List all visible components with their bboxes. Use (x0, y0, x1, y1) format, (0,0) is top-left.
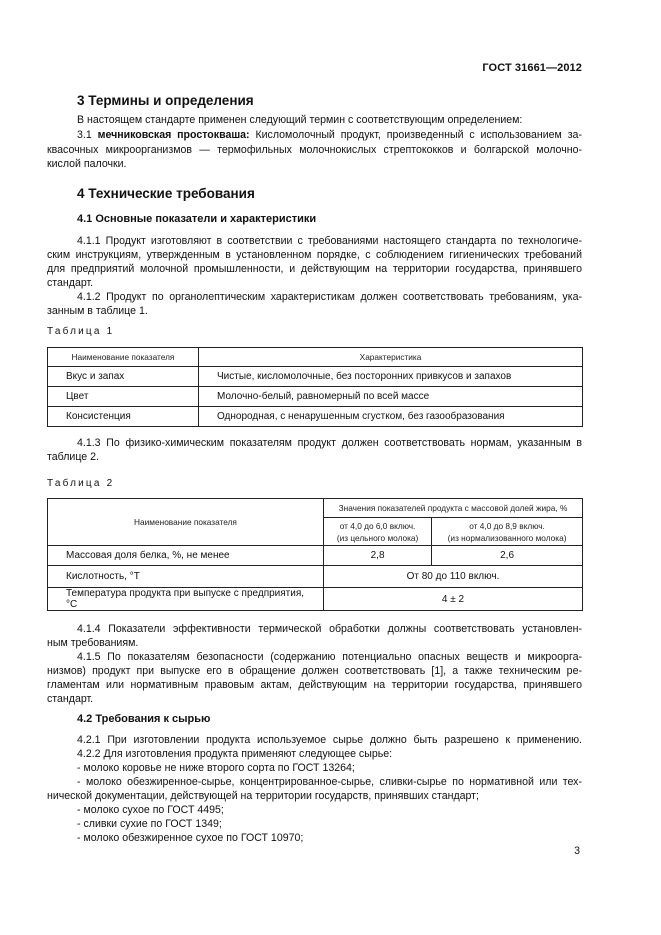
term-definition-line2: квасочных микроорганизмов — термофильных молочнокислых стрептококков и болгарской молочно- (47, 144, 582, 156)
table-2-header-group: Значения показателей продукта с массовой долей жира, % (324, 499, 583, 518)
section-4-title: 4 Технические требования (77, 186, 255, 201)
term-definition-line1 (47, 128, 582, 143)
p411-line: стандарт. (47, 277, 94, 289)
table-row (48, 387, 583, 407)
section-3-intro: В настоящем стандарте применен следующий термин с соответствующим определением: (77, 114, 523, 126)
list-item: - молоко обезжиренное-сырье, концентрированное-сырье, сливки-сырье по нормативной или тех- (77, 776, 582, 788)
list-item: - молоко коровье не ниже второго сорта по ГОСТ 13264; (77, 762, 355, 774)
table-row (48, 566, 583, 588)
p412-line: занным в таблице 1. (47, 305, 148, 317)
table-2-header-name: Наименование показателя (48, 499, 324, 546)
subsection-4-2-title: 4.2 Требования к сырью (77, 713, 211, 725)
table-cell: Температура продукта при выпуске с предприятия, °С (48, 588, 324, 611)
term-definition-line3: кислой палочки. (47, 158, 127, 170)
page-number: 3 (574, 845, 580, 857)
table-cell: Цвет (48, 387, 199, 407)
table-row (48, 407, 583, 427)
table-1-header-characteristic: Характеристика (199, 348, 583, 367)
subheader-line: (из цельного молока) (336, 532, 419, 543)
table-cell: 2,8 (324, 546, 432, 566)
table-2-caption: Таблица 2 (47, 478, 115, 489)
table-cell: Молочно-белый, равномерный по всей массе (199, 387, 583, 407)
p414-line: 4.1.4 Показатели эффективности термической обработки должны соответствовать установлен- (77, 623, 582, 635)
table-1-header-name: Наименование показателя (48, 348, 199, 367)
table-cell: Вкус и запах (48, 367, 199, 387)
section-3-title: 3 Термины и определения (77, 93, 254, 108)
p411-line: ским инструкциям, утвержденным в установленном порядке, с соблюдением гигиенических требований (47, 249, 582, 261)
table-cell: Чистые, кисломолочные, без посторонних привкусов и запахов (199, 367, 583, 387)
subheader-line: (из нормализованного молока) (447, 532, 567, 543)
p412-line: 4.1.2 Продукт по органолептическим характеристикам должен соответствовать требованиям, ука- (77, 291, 582, 303)
term-name: мечниковская простокваша: (97, 129, 250, 141)
p413-line: 4.1.3 По физико-химическим показателям продукт должен соответствовать нормам, указанным в (77, 437, 582, 449)
subheader-line: от 4,0 до 8,9 включ. (469, 520, 545, 531)
p422: 4.2.2 Для изготовления продукта применяют следующее сырье: (77, 748, 393, 760)
p411-line: для предприятий молочной промышленности, и действующим на территории государства, принявшего (47, 263, 582, 275)
table-cell: 2,6 (432, 546, 583, 566)
table-cell: Однородная, с ненарушенным сгустком, без газообразования (199, 407, 583, 427)
term-number: 3.1 (77, 129, 92, 141)
table-2-subheader-normalized-milk (432, 518, 583, 546)
table-2-subheader-whole-milk (324, 518, 432, 546)
subheader-line: от 4,0 до 6,0 включ. (339, 520, 416, 531)
list-item: - молоко обезжиренное сухое по ГОСТ 10970; (77, 832, 304, 844)
table-cell: Кислотность, °Т (48, 566, 324, 588)
p415-line: 4.1.5 По показателям безопасности (содержанию потенциально опасных веществ и микроорга- (77, 651, 582, 663)
p413-line: таблице 2. (47, 451, 99, 463)
table-cell: Массовая доля белка, %, не менее (48, 546, 324, 566)
table-1-caption: Таблица 1 (47, 326, 115, 337)
list-item-continued: нической документации, действующей на территории государств, принявших стандарт; (47, 790, 479, 802)
table-cell: От 80 до 110 включ. (324, 566, 583, 588)
table-row (48, 546, 583, 566)
document-code: ГОСТ 31661—2012 (482, 62, 582, 74)
p415-line: гламентам или нормативным правовым актам, действующим на территории государства, принявшего (47, 679, 582, 691)
table-cell: Консистенция (48, 407, 199, 427)
table-row (48, 367, 583, 387)
subsection-4-1-title: 4.1 Основные показатели и характеристики (77, 213, 317, 225)
list-item: - сливки сухие по ГОСТ 1349; (77, 818, 222, 830)
p415-line: стандарт. (47, 693, 94, 705)
p415-line: низмов) продукт при выпуске его в обращение должен соответствовать [1], а также техническим ре- (47, 665, 582, 677)
table-cell: 4 ± 2 (324, 588, 583, 611)
table-1 (47, 347, 583, 427)
list-item: - молоко сухое по ГОСТ 4495; (77, 804, 224, 816)
table-2 (47, 498, 583, 611)
p411-line: 4.1.1 Продукт изготовляют в соответствии с требованиями настоящего стандарта по технологиче- (77, 235, 582, 247)
table-row (48, 588, 583, 611)
p421: 4.2.1 При изготовлении продукта используемое сырье должно быть разрешено к применению. (77, 734, 582, 746)
p414-line: ным требованиям. (47, 637, 139, 649)
term-definition-start: Кисломолочный продукт, произведенный с использованием за- (255, 129, 582, 141)
